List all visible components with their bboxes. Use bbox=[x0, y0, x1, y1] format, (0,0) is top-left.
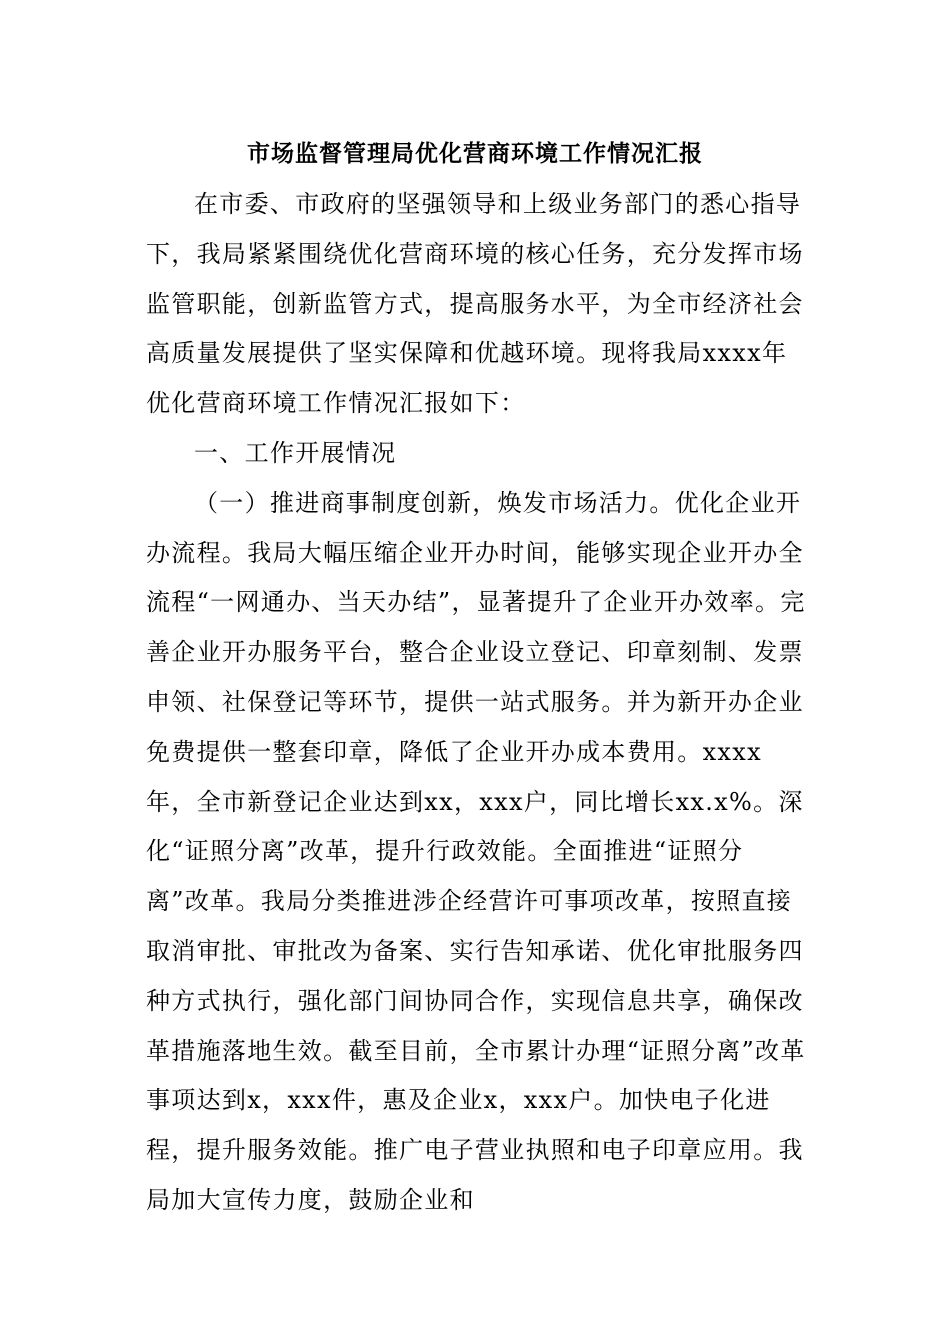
section-heading-work-status: 一、工作开展情况 bbox=[194, 438, 397, 467]
paragraph-commercial-reform: （一）推进商事制度创新，焕发市场活力。优化企业开办流程。我局大幅压缩企业开办时间，能够实现企业开办全流程“一网通办、当天办结”，显著提升了企业开办效率。完善企业开办服务平台，整合企业设立登记、印章刻制、发票申领、社保登记等环节，提供一站式服务。并为新开办企业免费提供一整套印章，降低了企业开办成本费用。xxxx年，全市新登记企业达到xx，xxx户，同比增长xx.x%。深化“证照分离”改革，提升行政效能。全面推进“证照分离”改革。我局分类推进涉企经营许可事项改革，按照直接取消审批、审批改为备案、实行告知承诺、优化审批服务四种方式执行，强化部门间协同合作，实现信息共享，确保改革措施落地生效。截至目前，全市累计办理“证照分离”改革事项达到x，xxx件，惠及企业x，xxx户。加快电子化进程，提升服务效能。推广电子营业执照和电子印章应用。我局加大宣传力度，鼓励企业和 bbox=[146, 488, 806, 1214]
document-title: 市场监督管理局优化营商环境工作情况汇报 bbox=[247, 140, 703, 167]
document-body bbox=[146, 180, 806, 1226]
paragraph-intro: 在市委、市政府的坚强领导和上级业务部门的悉心指导下，我局紧紧围绕优化营商环境的核心任务，充分发挥市场监管职能，创新监管方式，提高服务水平，为全市经济社会高质量发展提供了坚实保障和优越环境。现将我局xxxx年优化营商环境工作情况汇报如下： bbox=[146, 190, 804, 418]
